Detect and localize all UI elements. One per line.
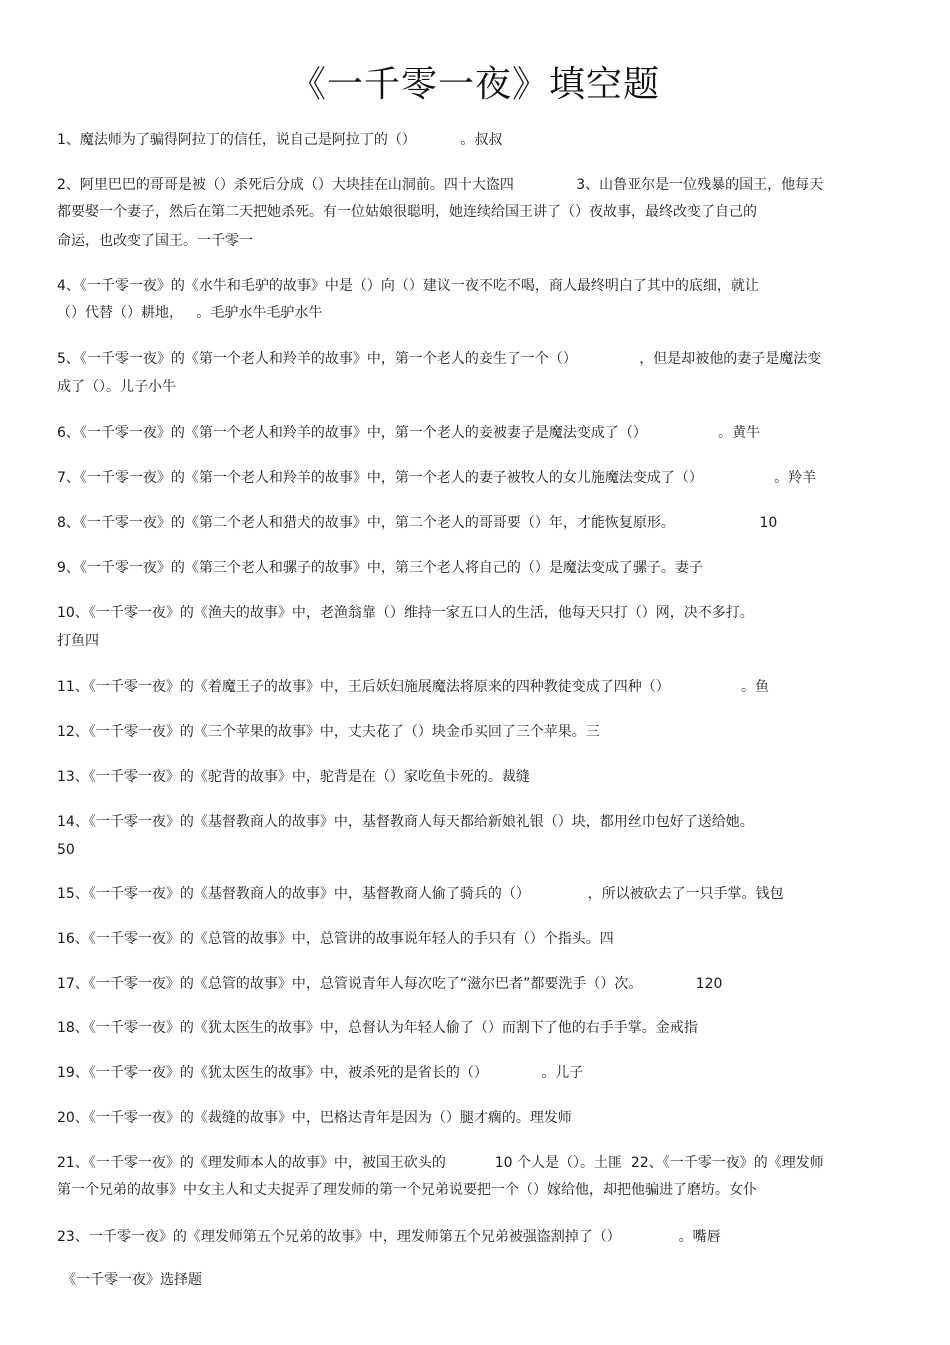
question-line: 都要娶一个妻子，然后在第二天把她杀死。有一位姑娘很聪明，她连续给国王讲了（）夜故事，最终改变了自己的 — [57, 204, 757, 220]
question-line: 17、《一千零一夜》的《总管的故事》中，总管说青年人每次吃了“滋尔巴者”都要洗手（）次。 120 — [57, 976, 723, 992]
question-line: （）代替（）耕地， 。毛驴水牛毛驴水牛 — [57, 305, 323, 321]
question-line: 16、《一千零一夜》的《总管的故事》中，总管讲的故事说年轻人的手只有（）个指头。四 — [57, 931, 614, 947]
question-line: 8、《一千零一夜》的《第二个老人和猎犬的故事》中，第二个老人的哥哥要（）年，才能恢复原形。 10 — [57, 515, 778, 531]
question-line: 第一个兄弟的故事》中女主人和丈夫捉弄了理发师的第一个兄弟说要把一个（）嫁给他，却把他骗进了磨坊。女仆 — [57, 1182, 757, 1198]
question-line: 5、《一千零一夜》的《第一个老人和羚羊的故事》中，第一个老人的妾生了一个（） ，但是却被他的妻子是魔法变 — [57, 351, 822, 367]
question-line: 10、《一千零一夜》的《渔夫的故事》中，老渔翁靠（）维持一家五口人的生活，他每天只打（）网，决不多打。 — [57, 605, 754, 621]
question-line: 1、魔法师为了骗得阿拉丁的信任，说自己是阿拉丁的（） 。叔叔 — [57, 132, 503, 148]
question-line: 9、《一千零一夜》的《第三个老人和骡子的故事》中，第三个老人将自己的（）是魔法变成了骡子。妻子 — [57, 560, 703, 576]
page-title: 《一千零一夜》填空题 — [289, 64, 660, 105]
question-line: 7、《一千零一夜》的《第一个老人和羚羊的故事》中，第一个老人的妻子被牧人的女儿施魔法变成了（） 。羚羊 — [57, 470, 817, 486]
question-line: 18、《一千零一夜》的《犹太医生的故事》中，总督认为年轻人偷了（）而割下了他的右手手掌。金戒指 — [57, 1020, 698, 1036]
question-line: 命运，也改变了国王。一千零一 — [57, 233, 253, 249]
question-line: 12、《一千零一夜》的《三个苹果的故事》中，丈夫花了（）块金币买回了三个苹果。三 — [57, 724, 600, 740]
question-line: 打鱼四 — [57, 633, 99, 649]
question-line: 2、阿里巴巴的哥哥是被（）杀死后分成（）大块挂在山洞前。四十大盗四 3、山鲁亚尔是一位残暴的国王，他每天 — [57, 177, 824, 193]
question-line: 23、一千零一夜》的《理发师第五个兄弟的故事》中，理发师第五个兄弟被强盗割掉了（） 。嘴唇 — [57, 1229, 721, 1245]
question-line: 21、《一千零一夜》的《理发师本人的故事》中，被国王砍头的 10 个人是（）。土匪 22、《一千零一夜》的《理发师 — [57, 1155, 824, 1171]
question-line: 20、《一千零一夜》的《裁缝的故事》中，巴格达青年是因为（）腿才瘸的。理发师 — [57, 1110, 572, 1126]
question-line: 50 — [57, 842, 75, 858]
question-line: 19、《一千零一夜》的《犹太医生的故事》中，被杀死的是省长的（） 。儿子 — [57, 1065, 584, 1081]
question-line: 15、《一千零一夜》的《基督教商人的故事》中，基督教商人偷了骑兵的（） ，所以被砍去了一只手掌。钱包 — [57, 886, 784, 902]
question-line: 13、《一千零一夜》的《驼背的故事》中，驼背是在（）家吃鱼卡死的。裁缝 — [57, 769, 530, 785]
question-line: 11、《一千零一夜》的《着魔王子的故事》中，王后妖妇施展魔法将原来的四种教徒变成了四种（） 。鱼 — [57, 679, 770, 695]
question-line: 6、《一千零一夜》的《第一个老人和羚羊的故事》中，第一个老人的妾被妻子是魔法变成了（） 。黄牛 — [57, 425, 761, 441]
section-heading: 《一千零一夜》选择题 — [62, 1272, 202, 1288]
question-line: 14、《一千零一夜》的《基督教商人的故事》中，基督教商人每天都给新娘礼银（）块，都用丝巾包好了送给她。 — [57, 814, 754, 830]
question-line: 4、《一千零一夜》的《水牛和毛驴的故事》中是（）向（）建议一夜不吃不喝，商人最终明白了其中的底细，就让 — [57, 278, 759, 294]
question-line: 成了（）。儿子小牛 — [57, 379, 176, 395]
